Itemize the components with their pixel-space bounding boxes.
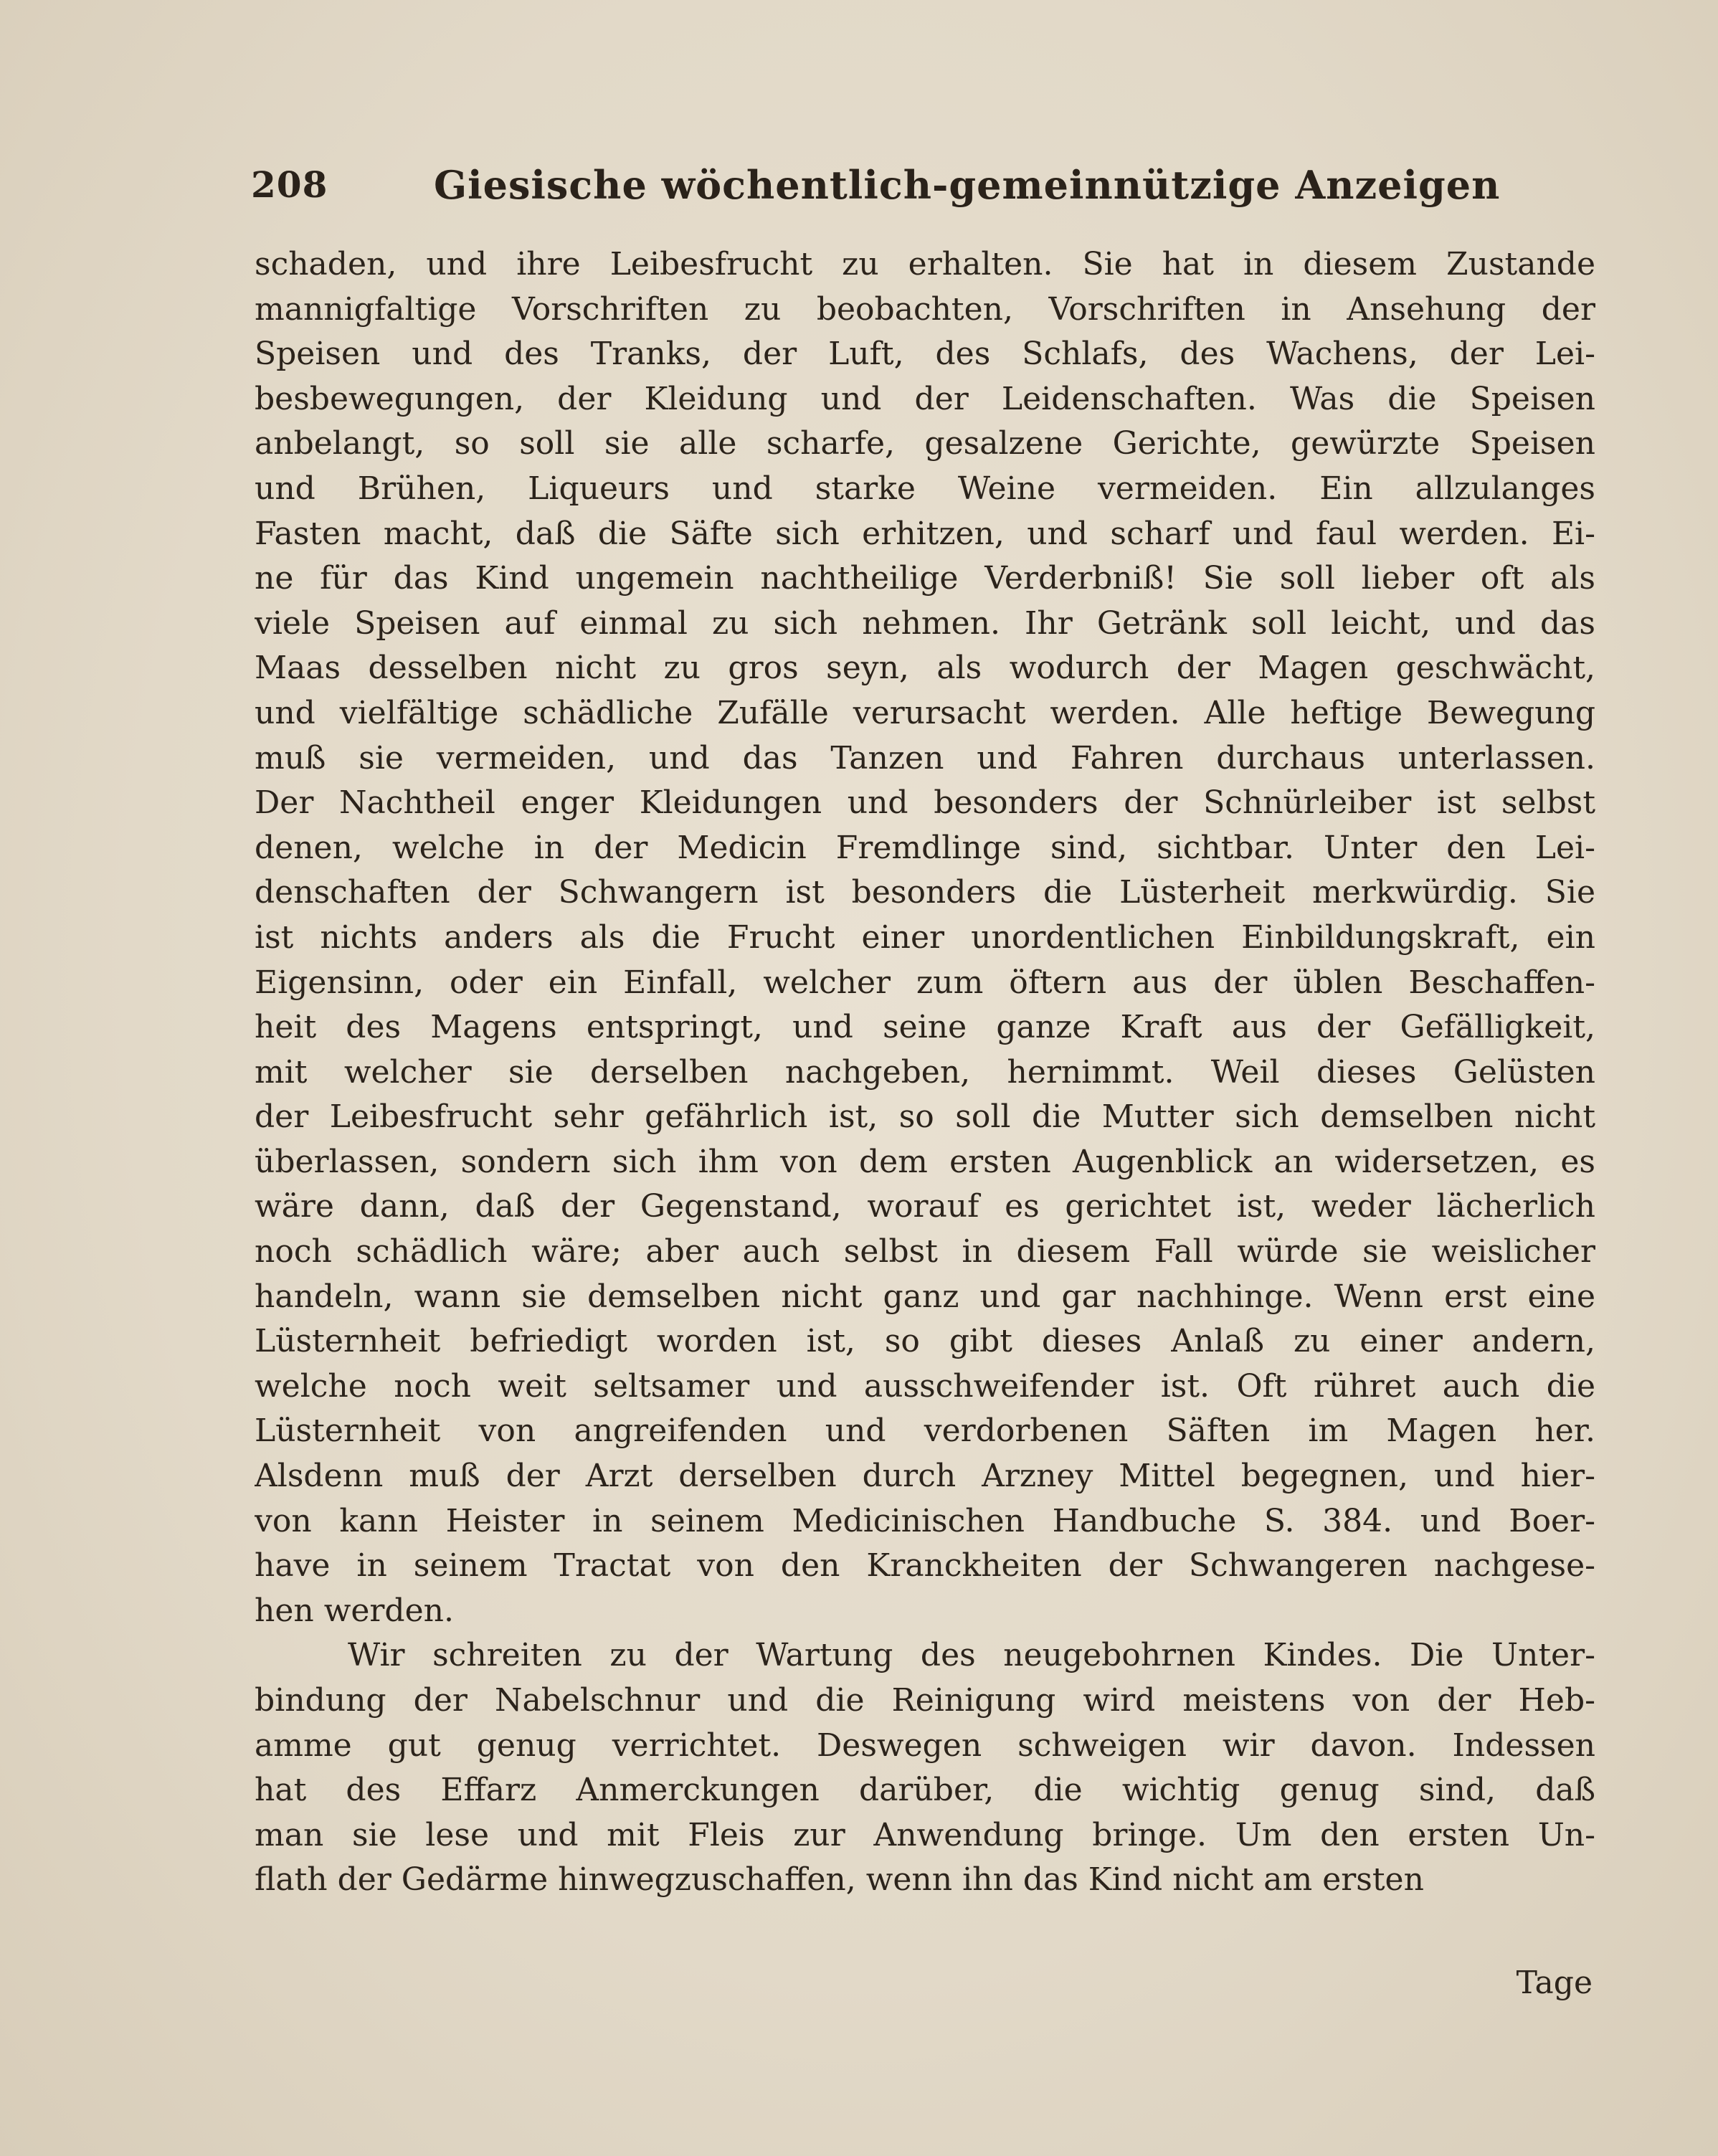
text-line: anbelangt, so soll sie alle scharfe, gesalzene Gerichte, gewürzte Speisen: [255, 425, 1595, 462]
paragraph-2: [255, 1633, 1595, 1903]
text-line: mannigfaltige Vorschriften zu beobachten, Vorschriften in Ansehung der: [255, 290, 1595, 328]
text-line: von kann Heister in seinem Medicinischen Handbuche S. 384. und Boer-: [255, 1502, 1595, 1539]
text-line: flath der Gedärme hinwegzuschaffen, wenn ihn das Kind nicht am ersten: [255, 1861, 1424, 1899]
body-text: [255, 242, 1595, 1903]
running-title: Giesische wöchentlich-gemeinnützige Anzeigen: [434, 162, 1501, 208]
text-line: überlassen, sondern sich ihm von dem ersten Augenblick an widersetzen, es: [255, 1143, 1595, 1180]
catchword: Tage: [1516, 1965, 1593, 2001]
text-line: hen werden.: [255, 1592, 454, 1629]
text-line: Alsdenn muß der Arzt derselben durch Arzney Mittel begegnen, und hier-: [255, 1458, 1595, 1495]
text-line: Lüsternheit von angreifenden und verdorbenen Säften im Magen her.: [255, 1412, 1595, 1450]
text-line: viele Speisen auf einmal zu sich nehmen. Ihr Getränk soll leicht, und das: [255, 604, 1595, 642]
text-line: schaden, und ihre Leibesfrucht zu erhalten. Sie hat in diesem Zustande: [255, 246, 1595, 282]
text-line: Eigensinn, oder ein Einfall, welcher zum öftern aus der üblen Beschaffen-: [255, 964, 1595, 1001]
text-line: Lüsternheit befriedigt worden ist, so gibt dieses Anlaß zu einer andern,: [255, 1323, 1595, 1360]
text-line: besbewegungen, der Kleidung und der Leidenschaften. Was die Speisen: [255, 380, 1595, 417]
text-line: ist nichts anders als die Frucht einer unordentlichen Einbildungskraft, ein: [255, 918, 1595, 956]
text-line: Der Nachtheil enger Kleidungen und besonders der Schnürleiber ist selbst: [255, 784, 1595, 822]
text-line: und vielfältige schädliche Zufälle verursacht werden. Alle heftige Bewegung: [255, 694, 1595, 731]
text-line: handeln, wann sie demselben nicht ganz und gar nachhinge. Wenn erst eine: [255, 1278, 1595, 1315]
text-line: muß sie vermeiden, und das Tanzen und Fahren durchaus unterlassen.: [255, 739, 1595, 777]
text-line: denen, welche in der Medicin Fremdlinge sind, sichtbar. Unter den Lei-: [255, 829, 1595, 866]
text-line: Fasten macht, daß die Säfte sich erhitzen, und scharf und faul werden. Ei-: [255, 515, 1595, 552]
paragraph-1: [255, 242, 1595, 1633]
text-line: Wir schreiten zu der Wartung des neugebohrnen Kindes. Die Unter-: [348, 1637, 1595, 1674]
text-line: Maas desselben nicht zu gros seyn, als wodurch der Magen geschwächt,: [255, 650, 1595, 687]
text-line: have in seinem Tractat von den Kranckheiten der Schwangeren nachgese-: [255, 1547, 1595, 1585]
page-number: 208: [251, 163, 328, 206]
text-line: mit welcher sie derselben nachgeben, hernimmt. Weil dieses Gelüsten: [255, 1053, 1595, 1091]
text-line: denschaften der Schwangern ist besonders die Lüsterheit merkwürdig. Sie: [255, 874, 1595, 911]
text-line: und Brühen, Liqueurs und starke Weine vermeiden. Ein allzulanges: [255, 470, 1595, 507]
text-line: ne für das Kind ungemein nachtheilige Verderbniß! Sie soll lieber oft als: [255, 560, 1595, 597]
text-line: hat des Effarz Anmerckungen darüber, die wichtig genug sind, daß: [255, 1772, 1595, 1809]
text-line: bindung der Nabelschnur und die Reinigung wird meistens von der Heb-: [255, 1682, 1595, 1719]
text-line: der Leibesfrucht sehr gefährlich ist, so soll die Mutter sich demselben nicht: [255, 1098, 1595, 1136]
text-line: wäre dann, daß der Gegenstand, worauf es gerichtet ist, weder lächerlich: [255, 1188, 1595, 1225]
text-line: man sie lese und mit Fleis zur Anwendung bringe. Um den ersten Un-: [255, 1816, 1595, 1853]
text-line: noch schädlich wäre; aber auch selbst in diesem Fall würde sie weislicher: [255, 1233, 1595, 1271]
text-line: welche noch weit seltsamer und ausschweifender ist. Oft rühret auch die: [255, 1367, 1595, 1405]
page-header: [251, 156, 1501, 221]
text-line: heit des Magens entspringt, und seine ganze Kraft aus der Gefälligkeit,: [255, 1009, 1595, 1046]
text-line: Speisen und des Tranks, der Luft, des Schlafs, des Wachens, der Lei-: [255, 336, 1595, 373]
text-line: amme gut genug verrichtet. Deswegen schweigen wir davon. Indessen: [255, 1727, 1595, 1764]
